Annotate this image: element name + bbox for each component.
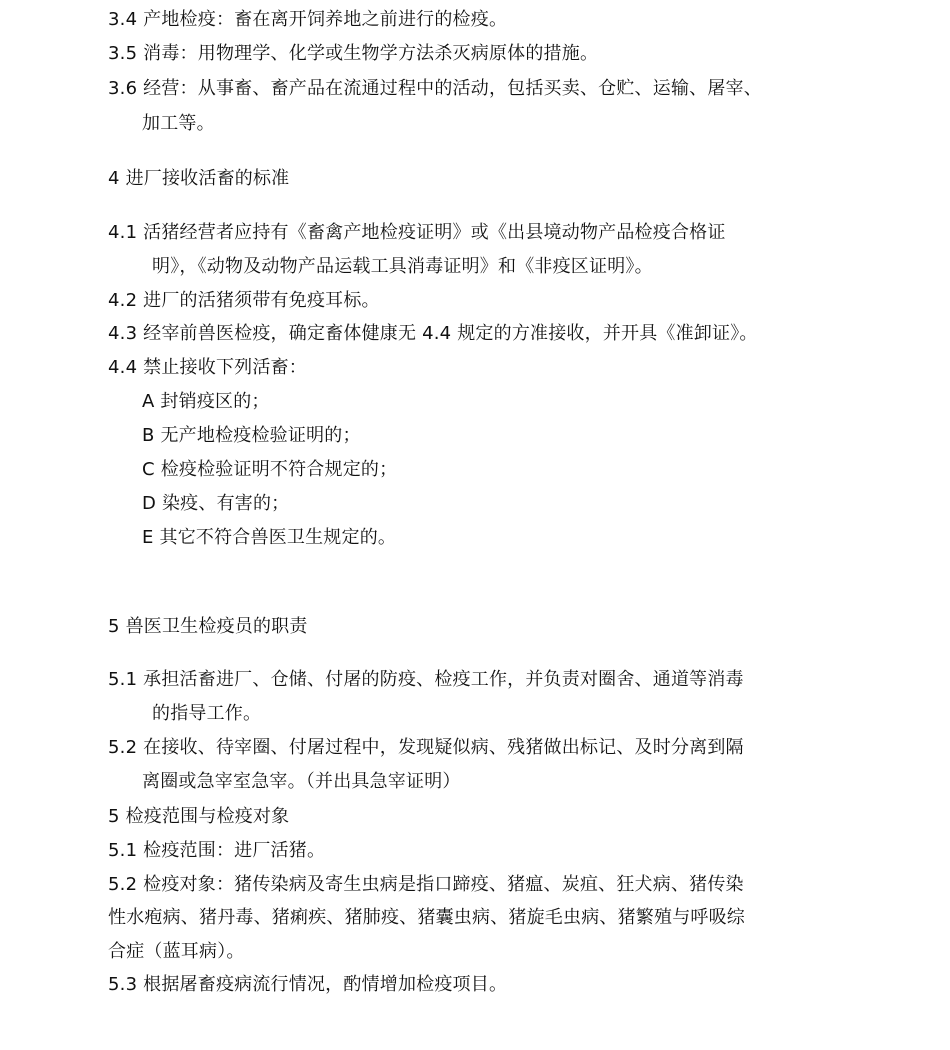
clause-5-1-duties-continued: 的指导工作。: [152, 703, 262, 724]
list-item-e: E 其它不符合兽医卫生规定的。: [142, 527, 397, 548]
clause-4-1: 4.1 活猪经营者应持有《畜禽产地检疫证明》或《出县境动物产品检疫合格证: [108, 222, 726, 243]
clause-4-2: 4.2 进厂的活猪须带有免疫耳标。: [108, 290, 380, 311]
clause-5-2-duties-continued: 离圈或急宰室急宰。（并出具急宰证明）: [142, 771, 461, 792]
clause-4-3: 4.3 经宰前兽医检疫，确定畜体健康无 4.4 规定的方准接收，并开具《准卸证》。: [108, 323, 758, 344]
definition-3-5: 3.5 消毒：用物理学、化学或生物学方法杀灭病原体的措施。: [108, 43, 599, 64]
definition-3-6: 3.6 经营：从事畜、畜产品在流通过程中的活动，包括买卖、仓贮、运输、屠宰、: [108, 78, 762, 99]
definition-3-4: 3.4 产地检疫：畜在离开饲养地之前进行的检疫。: [108, 9, 508, 30]
clause-5-2-objects: 5.2 检疫对象：猪传染病及寄生虫病是指口蹄疫、猪瘟、炭疽、狂犬病、猪传染: [108, 874, 744, 895]
definition-3-6-continued: 加工等。: [142, 113, 215, 134]
section-4-heading: 4 进厂接收活畜的标准: [108, 168, 290, 189]
list-item-c: C 检疫检验证明不符合规定的；: [142, 459, 398, 480]
clause-5-2-objects-line2: 性水疱病、猪丹毒、猪痢疾、猪肺疫、猪囊虫病、猪旋毛虫病、猪繁殖与呼吸综: [108, 907, 745, 928]
section-5-heading: 5 兽医卫生检疫员的职责: [108, 616, 308, 637]
clause-4-1-continued: 明》，《动物及动物产品运载工具消毒证明》和《非疫区证明》。: [152, 256, 653, 277]
section-5-scope-heading: 5 检疫范围与检疫对象: [108, 806, 290, 827]
clause-5-1-duties: 5.1 承担活畜进厂、仓储、付屠的防疫、检疫工作，并负责对圈舍、通道等消毒: [108, 669, 744, 690]
clause-5-2-duties: 5.2 在接收、待宰圈、付屠过程中，发现疑似病、残猪做出标记、及时分离到隔: [108, 737, 744, 758]
clause-4-4: 4.4 禁止接收下列活畜：: [108, 357, 307, 378]
list-item-a: A 封销疫区的；: [142, 391, 270, 412]
clause-5-2-objects-line3: 合症（蓝耳病）。: [108, 941, 245, 962]
clause-5-3: 5.3 根据屠畜疫病流行情况，酌情增加检疫项目。: [108, 974, 508, 995]
list-item-d: D 染疫、有害的；: [142, 493, 290, 514]
list-item-b: B 无产地检疫检验证明的；: [142, 425, 361, 446]
clause-5-1-scope: 5.1 检疫范围：进厂活猪。: [108, 840, 326, 861]
